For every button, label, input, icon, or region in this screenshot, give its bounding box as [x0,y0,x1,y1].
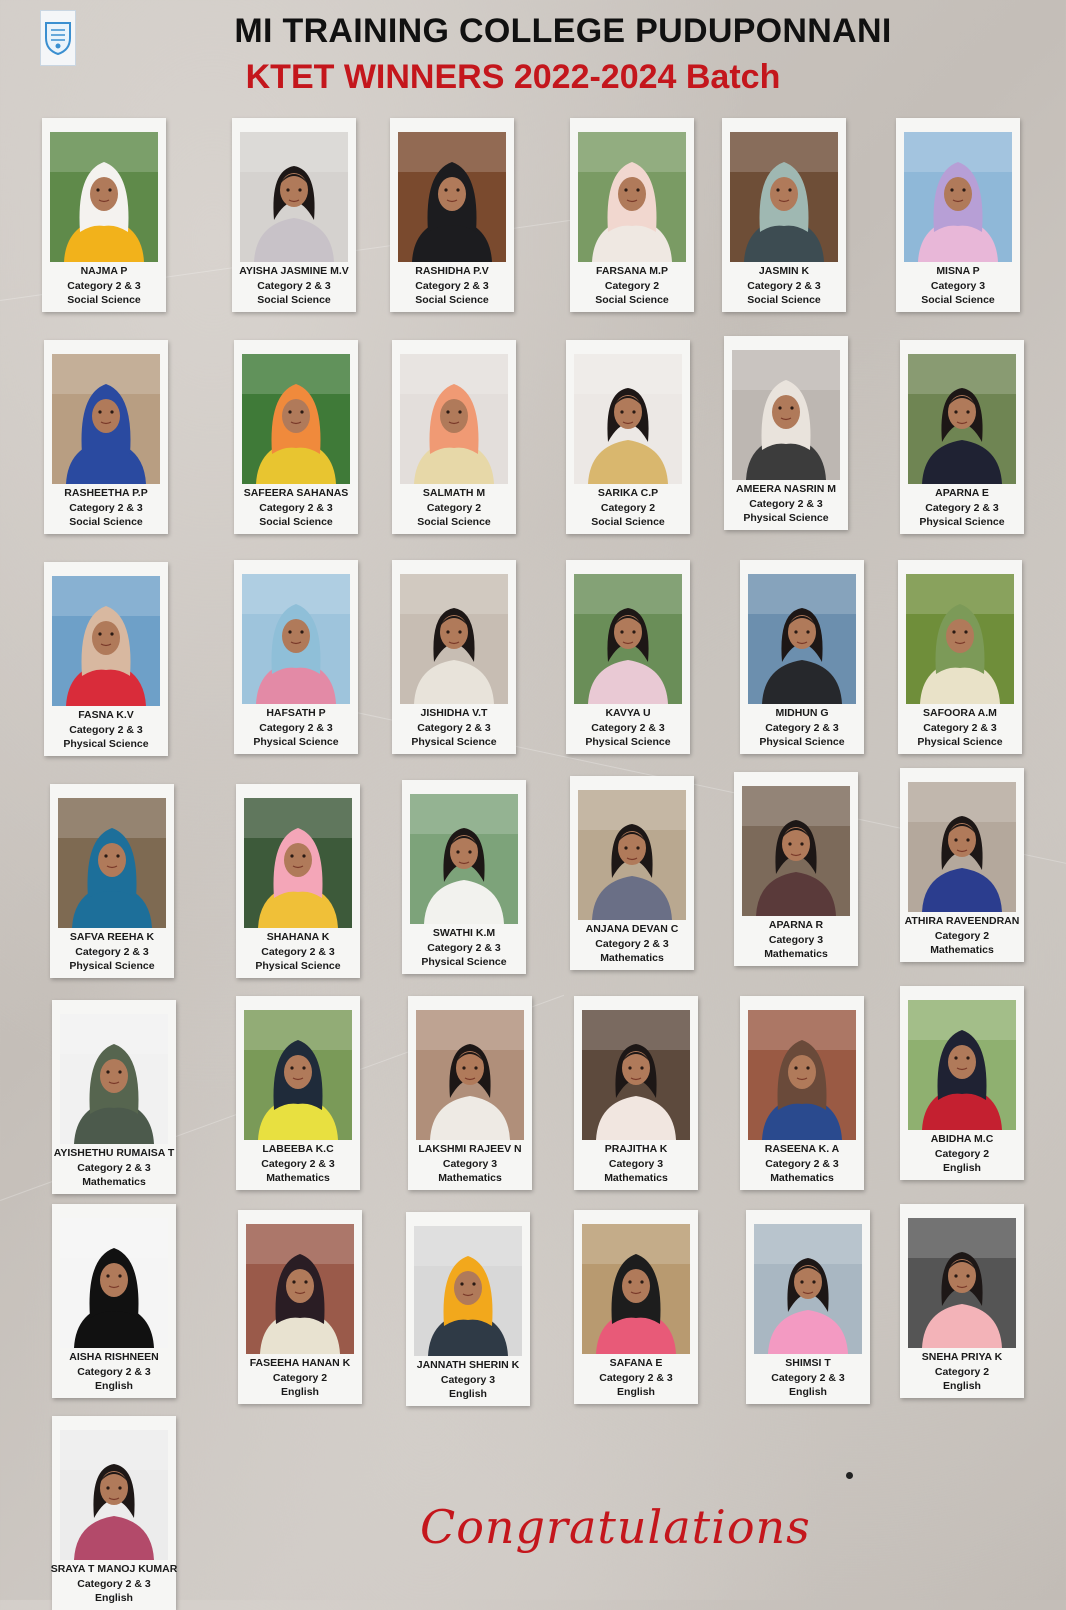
winner-category: Category 2 & 3 [261,945,335,958]
winner-photo [578,790,686,920]
page-subtitle: KTET WINNERS 2022-2024 Batch [245,58,781,96]
winner-name: JANNATH SHERIN K [416,1359,520,1371]
winner-caption [882,264,1034,308]
winner-photo [400,354,508,484]
winner-photo [52,576,160,706]
winner-photo [416,1010,524,1140]
winner-caption [556,264,708,308]
winner-card [574,1210,698,1404]
winner-name: FASEEHA HANAN K [249,1357,351,1369]
winner-photo [244,798,352,928]
winner-caption [720,918,872,962]
winner-card [734,772,858,966]
winner-photo [908,1218,1016,1348]
winner-card [44,340,168,534]
winner-category: Category 2 [272,1371,328,1384]
winner-name: AYISHETHU RUMAISA T [53,1147,175,1159]
winner-card [900,1204,1024,1398]
winner-caption [222,1142,374,1186]
winner-name: MIDHUN G [775,707,829,719]
winner-name: SAFVA REEHA K [69,931,155,943]
winner-photo [908,354,1016,484]
winner-caption [222,930,374,974]
winner-name: SALMATH M [422,487,486,499]
winner-name: SAFEERA SAHANAS [243,487,349,499]
winner-card [50,784,174,978]
winner-name: JASMIN K [758,265,810,277]
winner-category: Category 2 & 3 [77,1577,151,1590]
winner-name: RASEENA K. A [764,1143,840,1155]
winner-category: Category 2 & 3 [427,941,501,954]
winner-name: SHIMSI T [785,1357,831,1369]
winner-category: Category 2 & 3 [923,721,997,734]
winner-card [566,340,690,534]
winner-name: ANJANA DEVAN C [585,923,679,935]
winner-card [236,996,360,1190]
winner-subject: Social Science [415,294,489,306]
winner-subject: English [943,1162,981,1174]
winner-category: Category 2 & 3 [259,501,333,514]
winner-name: RASHEETHA P.P [64,487,148,499]
winner-name: LAKSHMI RAJEEV N [418,1143,522,1155]
winner-card [896,118,1020,312]
winner-name: ABIDHA M.C [930,1133,994,1145]
winner-name: FASNA K.V [78,709,134,721]
winner-category: Category 2 & 3 [77,1161,151,1174]
winner-name: MISNA P [936,265,980,277]
winner-name: PRAJITHA K [604,1143,668,1155]
winner-subject: Physical Science [63,738,149,750]
winner-category: Category 3 [930,279,986,292]
winner-subject: Social Science [259,516,333,528]
winner-photo [754,1224,862,1354]
winner-photo [748,1010,856,1140]
winner-caption [560,1356,712,1400]
winner-caption [38,1146,190,1190]
winner-caption [732,1356,884,1400]
winner-caption [560,1142,712,1186]
winner-name: KAVYA U [605,707,651,719]
winner-subject: Mathematics [604,1172,668,1184]
winner-caption [388,926,540,970]
winner-subject: Mathematics [930,944,994,956]
winner-category: Category 3 [440,1373,496,1386]
congratulations-message: Congratulations [420,1500,811,1554]
winner-name: JISHIDHA V.T [420,707,488,719]
winner-category: Category 3 [608,1157,664,1170]
winner-subject: English [943,1380,981,1392]
winner-card [52,1416,176,1610]
winner-category: Category 2 & 3 [415,279,489,292]
winner-card [52,1000,176,1194]
winner-subject: Mathematics [82,1176,146,1188]
winner-card [392,560,516,754]
winner-photo [574,354,682,484]
winner-card [740,560,864,754]
winner-photo [904,132,1012,262]
winner-card [900,768,1024,962]
winner-subject: Social Science [69,516,143,528]
winner-photo [908,1000,1016,1130]
winner-subject: Physical Science [585,736,671,748]
winner-category: Category 2 & 3 [69,501,143,514]
winner-photo [246,1224,354,1354]
winner-caption [30,486,182,530]
winner-subject: Physical Science [69,960,155,972]
winner-subject: Physical Science [421,956,507,968]
winner-card [898,560,1022,754]
page-title: MI TRAINING COLLEGE PUDUPONNANI [234,12,892,50]
winner-photo [242,354,350,484]
winner-photo [60,1430,168,1560]
winner-photo [50,132,158,262]
winner-card [724,336,848,530]
winner-caption [886,1132,1038,1176]
winner-category: Category 2 & 3 [259,721,333,734]
winner-photo [748,574,856,704]
winner-card [232,118,356,312]
winner-photo [400,574,508,704]
winner-name: SHAHANA K [266,931,330,943]
winner-category: Category 2 & 3 [257,279,331,292]
winner-photo [240,132,348,262]
winner-photo [582,1224,690,1354]
winner-card [900,340,1024,534]
winner-subject: Social Science [67,294,141,306]
winner-category: Category 2 & 3 [261,1157,335,1170]
winner-card [406,1212,530,1406]
winner-subject: Social Science [921,294,995,306]
winner-photo [398,132,506,262]
winner-card [236,784,360,978]
winner-caption [218,264,370,308]
winner-category: Category 2 & 3 [765,721,839,734]
winner-caption [710,482,862,526]
winner-name: RASHIDHA P.V [415,265,489,277]
winner-card [238,1210,362,1404]
winner-subject: Physical Science [743,512,829,524]
winner-caption [378,486,530,530]
winner-subject: English [617,1386,655,1398]
winner-photo [732,350,840,480]
winner-subject: Physical Science [255,960,341,972]
winner-name: LABEEBA K.C [262,1143,334,1155]
winner-card [570,776,694,970]
winner-subject: English [789,1386,827,1398]
winner-category: Category 2 & 3 [599,1371,673,1384]
winner-name: AMEERA NASRIN M [736,483,836,495]
winner-name: SARIKA C.P [597,487,659,499]
winner-photo [582,1010,690,1140]
winner-category: Category 2 & 3 [77,1365,151,1378]
winner-name: AYISHA JASMINE M.V [239,265,349,277]
winner-subject: English [95,1592,133,1604]
winner-card [566,560,690,754]
winner-category: Category 3 [768,933,824,946]
winner-category: Category 2 & 3 [417,721,491,734]
winner-name: APARNA E [935,487,989,499]
winner-card [234,560,358,754]
winner-category: Category 2 & 3 [749,497,823,510]
winner-subject: Physical Science [917,736,1003,748]
winner-category: Category 2 [934,1147,990,1160]
winner-subject: Mathematics [770,1172,834,1184]
winner-category: Category 2 & 3 [69,723,143,736]
winner-caption [552,486,704,530]
winner-category: Category 2 & 3 [591,721,665,734]
winner-subject: English [449,1388,487,1400]
winner-photo [908,782,1016,912]
winner-caption [884,706,1036,750]
winner-subject: Social Science [257,294,331,306]
winner-caption [38,1562,190,1606]
winner-subject: Mathematics [266,1172,330,1184]
winner-category: Category 3 [442,1157,498,1170]
winner-category: Category 2 & 3 [765,1157,839,1170]
winner-photo [574,574,682,704]
winner-name: HAFSATH P [266,707,326,719]
winner-photo [244,1010,352,1140]
winner-category: Category 2 & 3 [747,279,821,292]
winner-card [900,986,1024,1180]
winner-caption [224,1356,376,1400]
winner-caption [30,708,182,752]
winner-name: APARNA R [768,919,824,931]
winner-subject: Physical Science [919,516,1005,528]
winner-subject: Mathematics [764,948,828,960]
winner-card [740,996,864,1190]
winner-category: Category 2 & 3 [771,1371,845,1384]
winner-caption [726,706,878,750]
winner-photo [60,1014,168,1144]
winner-subject: Mathematics [600,952,664,964]
winner-caption [220,706,372,750]
winner-subject: Social Science [417,516,491,528]
winner-category: Category 2 & 3 [75,945,149,958]
winner-subject: English [95,1380,133,1392]
winner-photo [414,1226,522,1356]
winner-name: SAFOORA A.M [923,707,997,719]
winner-caption [552,706,704,750]
winner-card [42,118,166,312]
decorative-dot [846,1472,853,1479]
winner-card [570,118,694,312]
winner-photo [730,132,838,262]
winner-photo [742,786,850,916]
winner-caption [392,1358,544,1402]
winner-subject: Social Science [747,294,821,306]
winner-photo [242,574,350,704]
winner-caption [376,264,528,308]
winner-card [390,118,514,312]
winner-name: AISHA RISHNEEN [69,1351,159,1363]
winner-card [746,1210,870,1404]
winner-subject: Mathematics [438,1172,502,1184]
winner-name: SWATHI K.M [432,927,496,939]
winner-subject: Social Science [591,516,665,528]
winner-subject: Physical Science [253,736,339,748]
winner-category: Category 2 [934,1365,990,1378]
winner-name: SNEHA PRIYA K [921,1351,1003,1363]
winner-subject: English [281,1386,319,1398]
winner-card [402,780,526,974]
winner-category: Category 2 [600,501,656,514]
winner-photo [52,354,160,484]
winner-category: Category 2 [604,279,660,292]
winner-caption [394,1142,546,1186]
winner-caption [556,922,708,966]
winner-caption [28,264,180,308]
winner-photo [60,1218,168,1348]
winner-photo [578,132,686,262]
winner-caption [708,264,860,308]
winner-subject: Physical Science [411,736,497,748]
winner-name: FARSANA M.P [596,265,668,277]
winner-category: Category 2 & 3 [595,937,669,950]
winner-category: Category 2 [426,501,482,514]
winner-name: NAJMA P [80,265,128,277]
winner-card [392,340,516,534]
winner-caption [38,1350,190,1394]
winner-photo [410,794,518,924]
winner-card [408,996,532,1190]
winner-name: SRAYA T MANOJ KUMAR [50,1563,178,1575]
winner-caption [36,930,188,974]
winner-card [574,996,698,1190]
winner-photo [58,798,166,928]
winner-card [52,1204,176,1398]
winner-subject: Social Science [595,294,669,306]
winner-category: Category 2 & 3 [925,501,999,514]
winner-card [722,118,846,312]
winner-caption [220,486,372,530]
winner-card [234,340,358,534]
winner-name: SAFANA E [609,1357,663,1369]
winner-caption [886,914,1038,958]
winner-card [44,562,168,756]
winner-photo [906,574,1014,704]
winner-name: ATHIRA RAVEENDRAN [904,915,1020,927]
winner-caption [726,1142,878,1186]
winner-caption [378,706,530,750]
winner-caption [886,1350,1038,1394]
winner-category: Category 2 & 3 [67,279,141,292]
winner-caption [886,486,1038,530]
winner-subject: Physical Science [759,736,845,748]
winner-category: Category 2 [934,929,990,942]
